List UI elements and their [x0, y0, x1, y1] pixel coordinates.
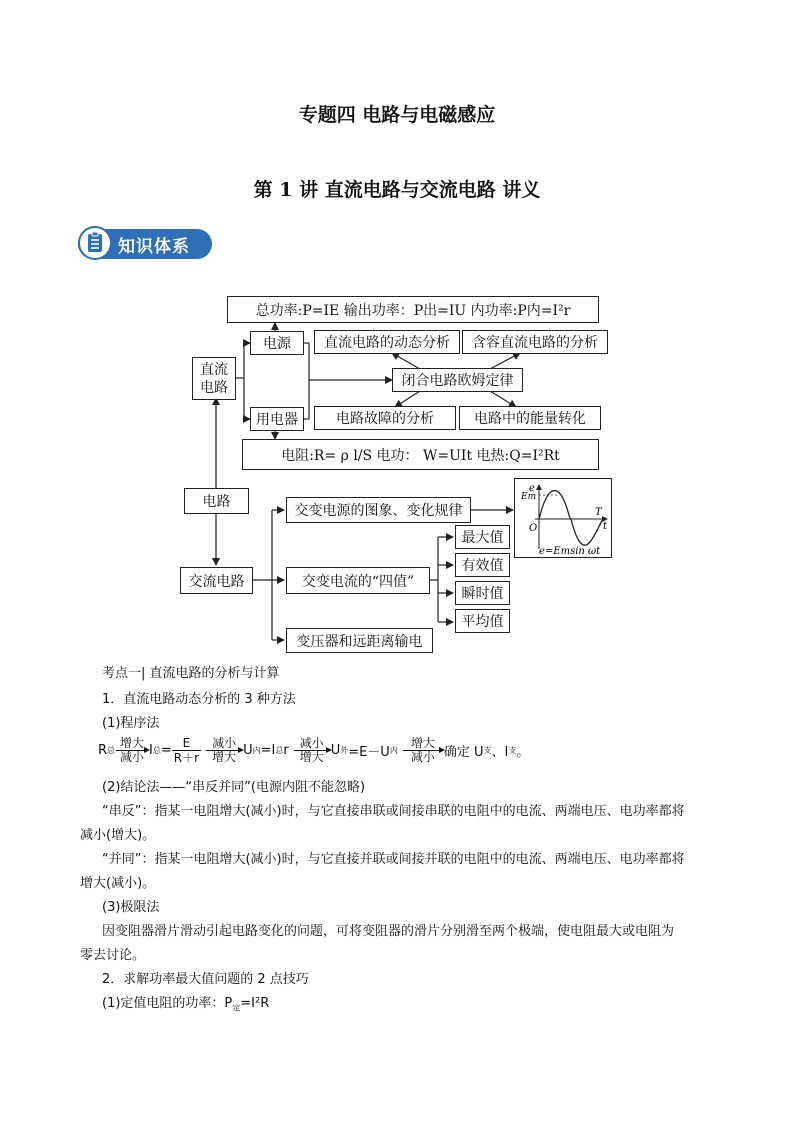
dynamic-analysis-box: [314, 330, 460, 354]
max-value-box: [455, 525, 510, 549]
fault-analysis-box: [314, 406, 456, 430]
arrow-1: [115, 737, 149, 764]
badge-label: 知识体系: [118, 237, 190, 257]
origin-label: O: [529, 523, 538, 534]
method-1: (1)程序法: [102, 716, 160, 731]
formula-u-inner: U: [243, 742, 253, 758]
arrow-4-down: 减小: [410, 749, 435, 764]
item-2: 2．求解功率最大值问题的 2 点技巧: [102, 972, 309, 987]
circuit-box: [184, 488, 249, 514]
fraction-numerator: E: [172, 736, 201, 751]
formula-conc-sub2: 支: [508, 745, 517, 755]
formula-u-sub3: 内: [389, 745, 398, 755]
power-source-box: [250, 331, 304, 355]
formula-i: I: [149, 742, 153, 758]
ac-source-graph-box: [286, 497, 471, 523]
parallel-rule-line-1: “并同”：指某一电阻增大(减小)时，与它直接并联或间接并联的电阻中的电流、两端电压、电功率都将: [102, 852, 685, 867]
fraction-denominator: R＋r: [173, 750, 200, 765]
formula-r: R: [98, 742, 108, 758]
ac-circuit-label: 交流电路: [188, 573, 245, 590]
arrow-1-down: 减小: [120, 749, 145, 764]
energy-conversion-label: 电路中的能量转化: [474, 411, 586, 427]
formula-i-sub: 总: [152, 745, 161, 755]
formula-u-outer: U: [330, 742, 341, 758]
formula-eq2: =I: [260, 742, 276, 758]
power-source-label: 电源: [263, 336, 291, 352]
power-formulas-box: [227, 296, 599, 323]
ohm-law-box: [392, 368, 523, 392]
effective-value-label: 有效值: [461, 558, 504, 574]
capacitor-analysis-box: [462, 330, 608, 354]
formula-r-sub: 总: [107, 745, 116, 755]
formula-u-outer-sub: 外: [340, 745, 349, 755]
t-axis-label: t: [603, 521, 608, 532]
tip-1-sub: 定: [232, 1003, 241, 1013]
method-3: (3)极限法: [102, 900, 160, 915]
transformer-label: 变压器和远距离输电: [296, 633, 423, 650]
sine-graph: [515, 479, 611, 557]
circuit-label: 电路: [202, 494, 231, 510]
fault-analysis-label: 电路故障的分析: [336, 411, 434, 427]
sine-equation: e=Emsin ωt: [539, 546, 601, 557]
ac-source-graph-label: 交变电源的图象、变化规律: [294, 503, 463, 519]
max-value-label: 最大值: [461, 530, 504, 546]
four-values-label: 交变电流的“四值”: [301, 573, 415, 590]
instant-value-label: 瞬时值: [461, 586, 504, 602]
instant-value-box: [455, 581, 510, 605]
method-2: (2)结论法——“串反并同”(电源内阻不能忽略): [102, 780, 366, 795]
arrow-1-up: 增大: [120, 735, 145, 750]
formula-conc-mid: 、I: [491, 744, 509, 760]
appliance-label: 用电器: [256, 412, 298, 428]
arrow-3: [293, 737, 331, 764]
ac-circuit-box: [180, 567, 253, 594]
sine-graph-box: [514, 478, 612, 558]
series-rule-line-1: “串反”：指某一电阻增大(减小)时，与它直接串联或间接串联的电阻中的电流、两端电压、电功率都将: [102, 804, 685, 819]
e-axis-label: e: [529, 483, 535, 494]
appliance-box: [250, 407, 304, 431]
transformer-box: [286, 628, 433, 653]
average-value-label: 平均值: [461, 614, 504, 630]
tip-1-text: (1)定值电阻的功率：P: [102, 996, 233, 1011]
tip-1-end: =I²R: [240, 996, 270, 1011]
four-values-box: [286, 567, 430, 594]
formula-conc-end: 。: [516, 744, 530, 760]
main-title: 专题四 电路与电磁感应: [298, 104, 496, 126]
arrow-2-down: 增大: [212, 749, 237, 764]
limit-line-1: 因变阻器滑片滑动引起电路变化的问题，可将变阻器的滑片分别滑至两个极端，使电阻最大或电阻为: [102, 924, 675, 939]
arrow-2-up: 减小: [212, 735, 237, 750]
lecture-title: 第 1 讲 直流电路与交流电路 讲义: [253, 179, 541, 201]
e-over-r-fraction: [172, 736, 201, 765]
em-label: Em: [521, 492, 537, 502]
formula-conc-sub1: 支: [483, 745, 492, 755]
formula-r-small: r: [283, 742, 289, 758]
arrow-4-up: 增大: [410, 735, 435, 750]
arrow-3-down: 增大: [299, 749, 324, 764]
arrow-2: [205, 737, 243, 764]
ohm-law-label: 闭合电路欧姆定律: [401, 373, 514, 389]
energy-conversion-box: [459, 406, 601, 430]
resistance-formula: 电阻:R= ρ l/S 电功： W=UIt 电热:Q=I²Rt: [281, 447, 560, 464]
capacitor-analysis-label: 含容直流电路的分析: [472, 335, 598, 351]
formula-u-inner-sub: 内: [252, 745, 261, 755]
parallel-rule-line-2: 增大(减小)。: [80, 876, 156, 891]
section-heading: 考点一| 直流电路的分析与计算: [102, 666, 280, 681]
series-rule-line-2: 减小(增大)。: [80, 828, 156, 843]
program-method-formula: [98, 730, 529, 770]
period-label: T: [595, 507, 602, 518]
formula-eq1: =: [160, 742, 172, 758]
formula-conclusion: 确定 U: [443, 744, 484, 760]
effective-value-box: [455, 553, 510, 577]
dc-circuit-box: 直流 电路: [192, 357, 236, 400]
limit-line-2: 零去讨论。: [80, 948, 146, 963]
arrow-3-up: 减小: [299, 735, 324, 750]
item-1: 1．直流电路动态分析的 3 种方法: [102, 692, 296, 707]
average-value-box: [455, 609, 510, 633]
arrow-4: [402, 737, 444, 764]
dynamic-analysis-label: 直流电路的动态分析: [324, 335, 450, 351]
power-formulas: 总功率:P=IE 输出功率：P出=IU 内功率:P内=I²r: [255, 302, 571, 319]
tip-1: [102, 992, 269, 1014]
resistance-formula-box: [242, 439, 599, 470]
formula-i-sub2: 总: [275, 745, 284, 755]
formula-eq3: =E－U: [348, 744, 390, 760]
